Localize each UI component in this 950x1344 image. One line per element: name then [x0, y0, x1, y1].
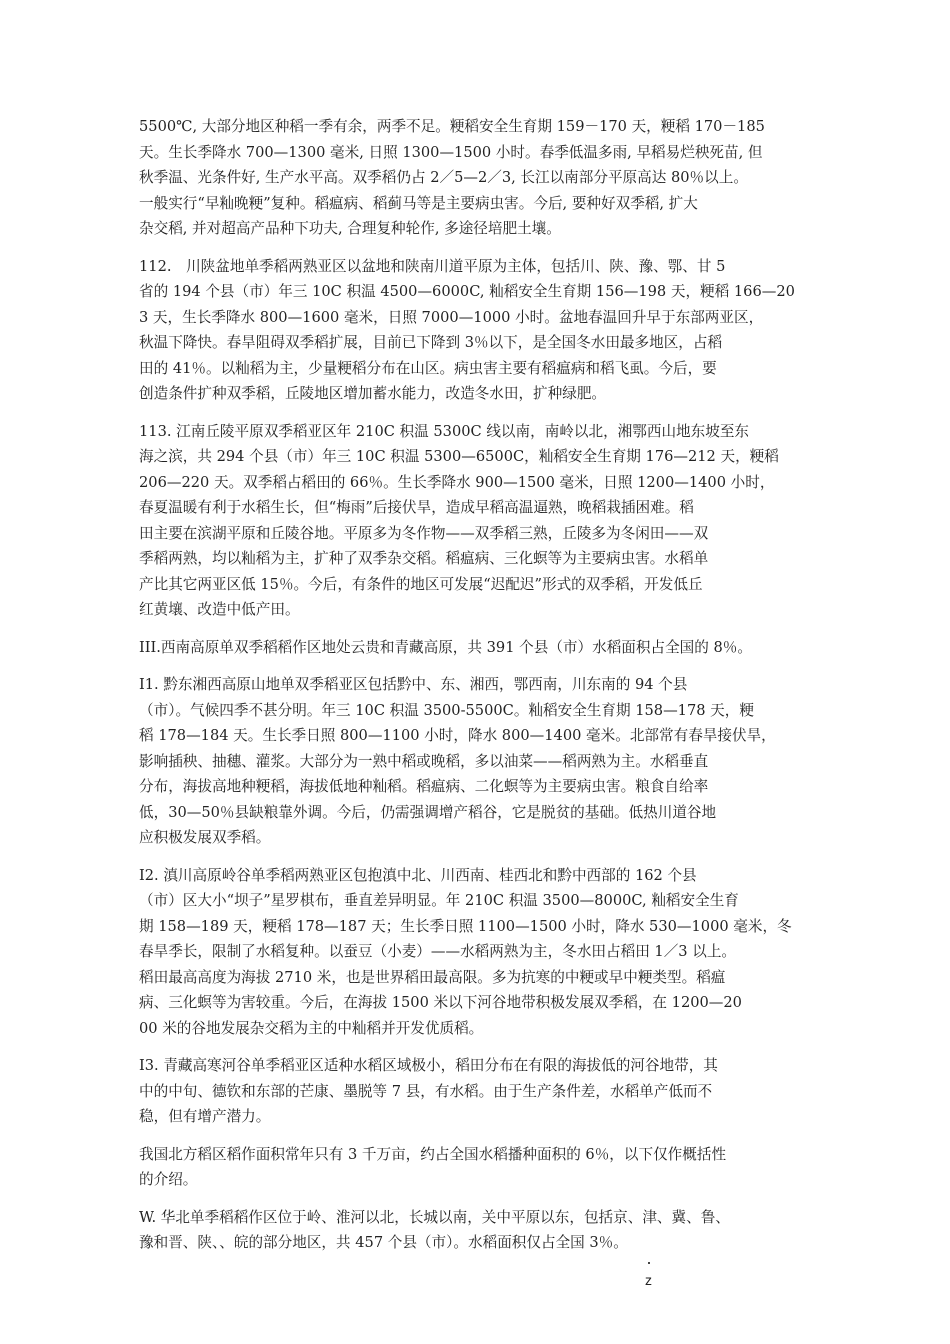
- document-body: [139, 114, 831, 1268]
- paragraph-northern-rice-area: 我国北方稻区稻作面积常年只有 3 千万亩，约占全国水稻播种面积的 6％，以下仅作概括性 的介绍。: [139, 1145, 727, 1188]
- paragraph-rice-region-continued: 5500℃, 大部分地区种稻一季有余，两季不足。粳稻安全生育期 159－170 天，粳稻 170－185 天。生长季降水 700—1300 毫米, 日照 1300—1500 小时。春季低温多雨, 早稻易烂秧死苗, 但 秋季温、光条件好, 生产水平高。双季稻仍占 2／5—2／3, 长江以南部分平原高达 80％以上。 一般实行“早籼晚粳”复种。稻瘟病、稻蓟马等是主要病虫害。今后, 要种好双季稻, 扩大 杂交稻, 并对超高产品种下功夫, 合理复种轮作, 多途径培肥土壤。: [139, 118, 765, 237]
- paragraph-113-jiangnan: 113. 江南丘陵平原双季稻亚区年 210C 积温 5300C 线以南，南岭以北，湘鄂西山地东坡至东 海之滨，共 294 个县（市）年三 10C 积温 5300—6500C，籼稻安全生育期 176—212 天，粳稻 206—220 天。双季稻占稻田的 66％。生长季降水 900—1500 毫米，日照 1200—1400 小时， 春夏温暖有利于水稻生长，但“梅雨”后接伏旱，造成早稻高温逼熟，晚稻栽插困难。稻 田主要在滨湖平原和丘陵谷地。平原多为冬作物——双季稻三熟，丘陵多为冬闲田——双 季稻两熟，均以籼稻为主，扩种了双季杂交稻。稻瘟病、三化螟等为主要病虫害。水稻单 产比其它两亚区低 15％。今后，有条件的地区可发展“迟配迟”形式的双季稻，开发低丘 红黄壤、改造中低产田。: [139, 422, 779, 618]
- paragraph-iii-southwest-plateau: III.西南高原单双季稻稻作区地处云贵和青藏高原，共 391 个县（市）水稻面积占全国的 8％。: [139, 638, 752, 656]
- paragraph-i2-dianchuan: I2. 滇川高原岭谷单季稻两熟亚区包抱滇中北、川西南、桂西北和黔中西部的 162 个县 （市）区大小“坝子”星罗棋布，垂直差异明显。年 210C 积温 3500—8000C, 籼稻安全生育 期 158—189 天，粳稻 178—187 天；生长季日照 1100—1500 小时，降水 530—1000 毫米，冬 春旱季长，限制了水稻复种。以蚕豆（小麦）——水稻两熟为主，冬水田占稻田 1／3 以上。 稻田最高高度为海拔 2710 米，也是世界稻田最高限。多为抗寒的中粳或早中粳类型。稻瘟 病、三化螟等为害较重。今后，在海拔 1500 米以下河谷地带积极发展双季稻，在 1200—20 00 米的谷地发展杂交稻为主的中籼稻并开发优质稻。: [139, 866, 792, 1037]
- paragraph-w-north-china: W. 华北单季稻稻作区位于岭、淮河以北，长城以南，关中平原以东，包括京、津、冀、鲁、 豫和晋、陕、、皖的部分地区，共 457 个县（市）。水稻面积仅占全国 3％。: [139, 1208, 730, 1251]
- paragraph-i3-qingzang: I3. 青藏高寒河谷单季稻亚区适种水稻区域极小，稻田分布在有限的海拔低的河谷地带，其 中的中旬、德钦和东部的芒康、墨脱等 7 县，有水稻。由于生产条件差，水稻单产低而不 稳，但有增产潜力。: [139, 1057, 718, 1125]
- page-footer-mark: z: [645, 1272, 652, 1288]
- footer-dot: [648, 1262, 650, 1264]
- paragraph-112-sichuan-shaanxi: 112. 川陕盆地单季稻两熟亚区以盆地和陕南川道平原为主体，包括川、陕、豫、鄂、甘 5 省的 194 个县（市）年三 10C 积温 4500—6000C, 籼稻安全生育期 156—198 天，粳稻 166—20 3 天，生长季降水 800—1600 毫米，日照 7000—1000 小时。盆地春温回升早于东部两亚区， 秋温下降快。春旱阻碍双季稻扩展，目前已下降到 3％以下，是全国冬水田最多地区，占稻 田的 41％。以籼稻为主，少量粳稻分布在山区。病虫害主要有稻瘟病和稻飞虱。今后，要 创造条件扩种双季稻，丘陵地区增加蓄水能力，改造冬水田，扩种绿肥。: [139, 257, 795, 402]
- paragraph-i1-qiandong-xiangxi: I1. 黔东湘西高原山地单双季稻亚区包括黔中、东、湘西，鄂西南，川东南的 94 个县 （市）。气候四季不甚分明。年三 10C 积温 3500-5500C。籼稻安全生育期 158—178 天，粳 稻 178—184 天。生长季日照 800—1100 小时，降水 800—1400 毫米。北部常有春旱接伏旱， 影响插秧、抽穗、灌浆。大部分为一熟中稻或晚稻，多以油菜——稻两熟为主。水稻垂直 分布，海拔高地种粳稻，海拔低地种籼稻。稻瘟病、二化螟等为主要病虫害。粮食自给率 低，30—50％县缺粮靠外调。今后，仍需强调增产稻谷，它是脱贫的基础。低热川道谷地 应积极发展双季稻。: [139, 676, 776, 846]
